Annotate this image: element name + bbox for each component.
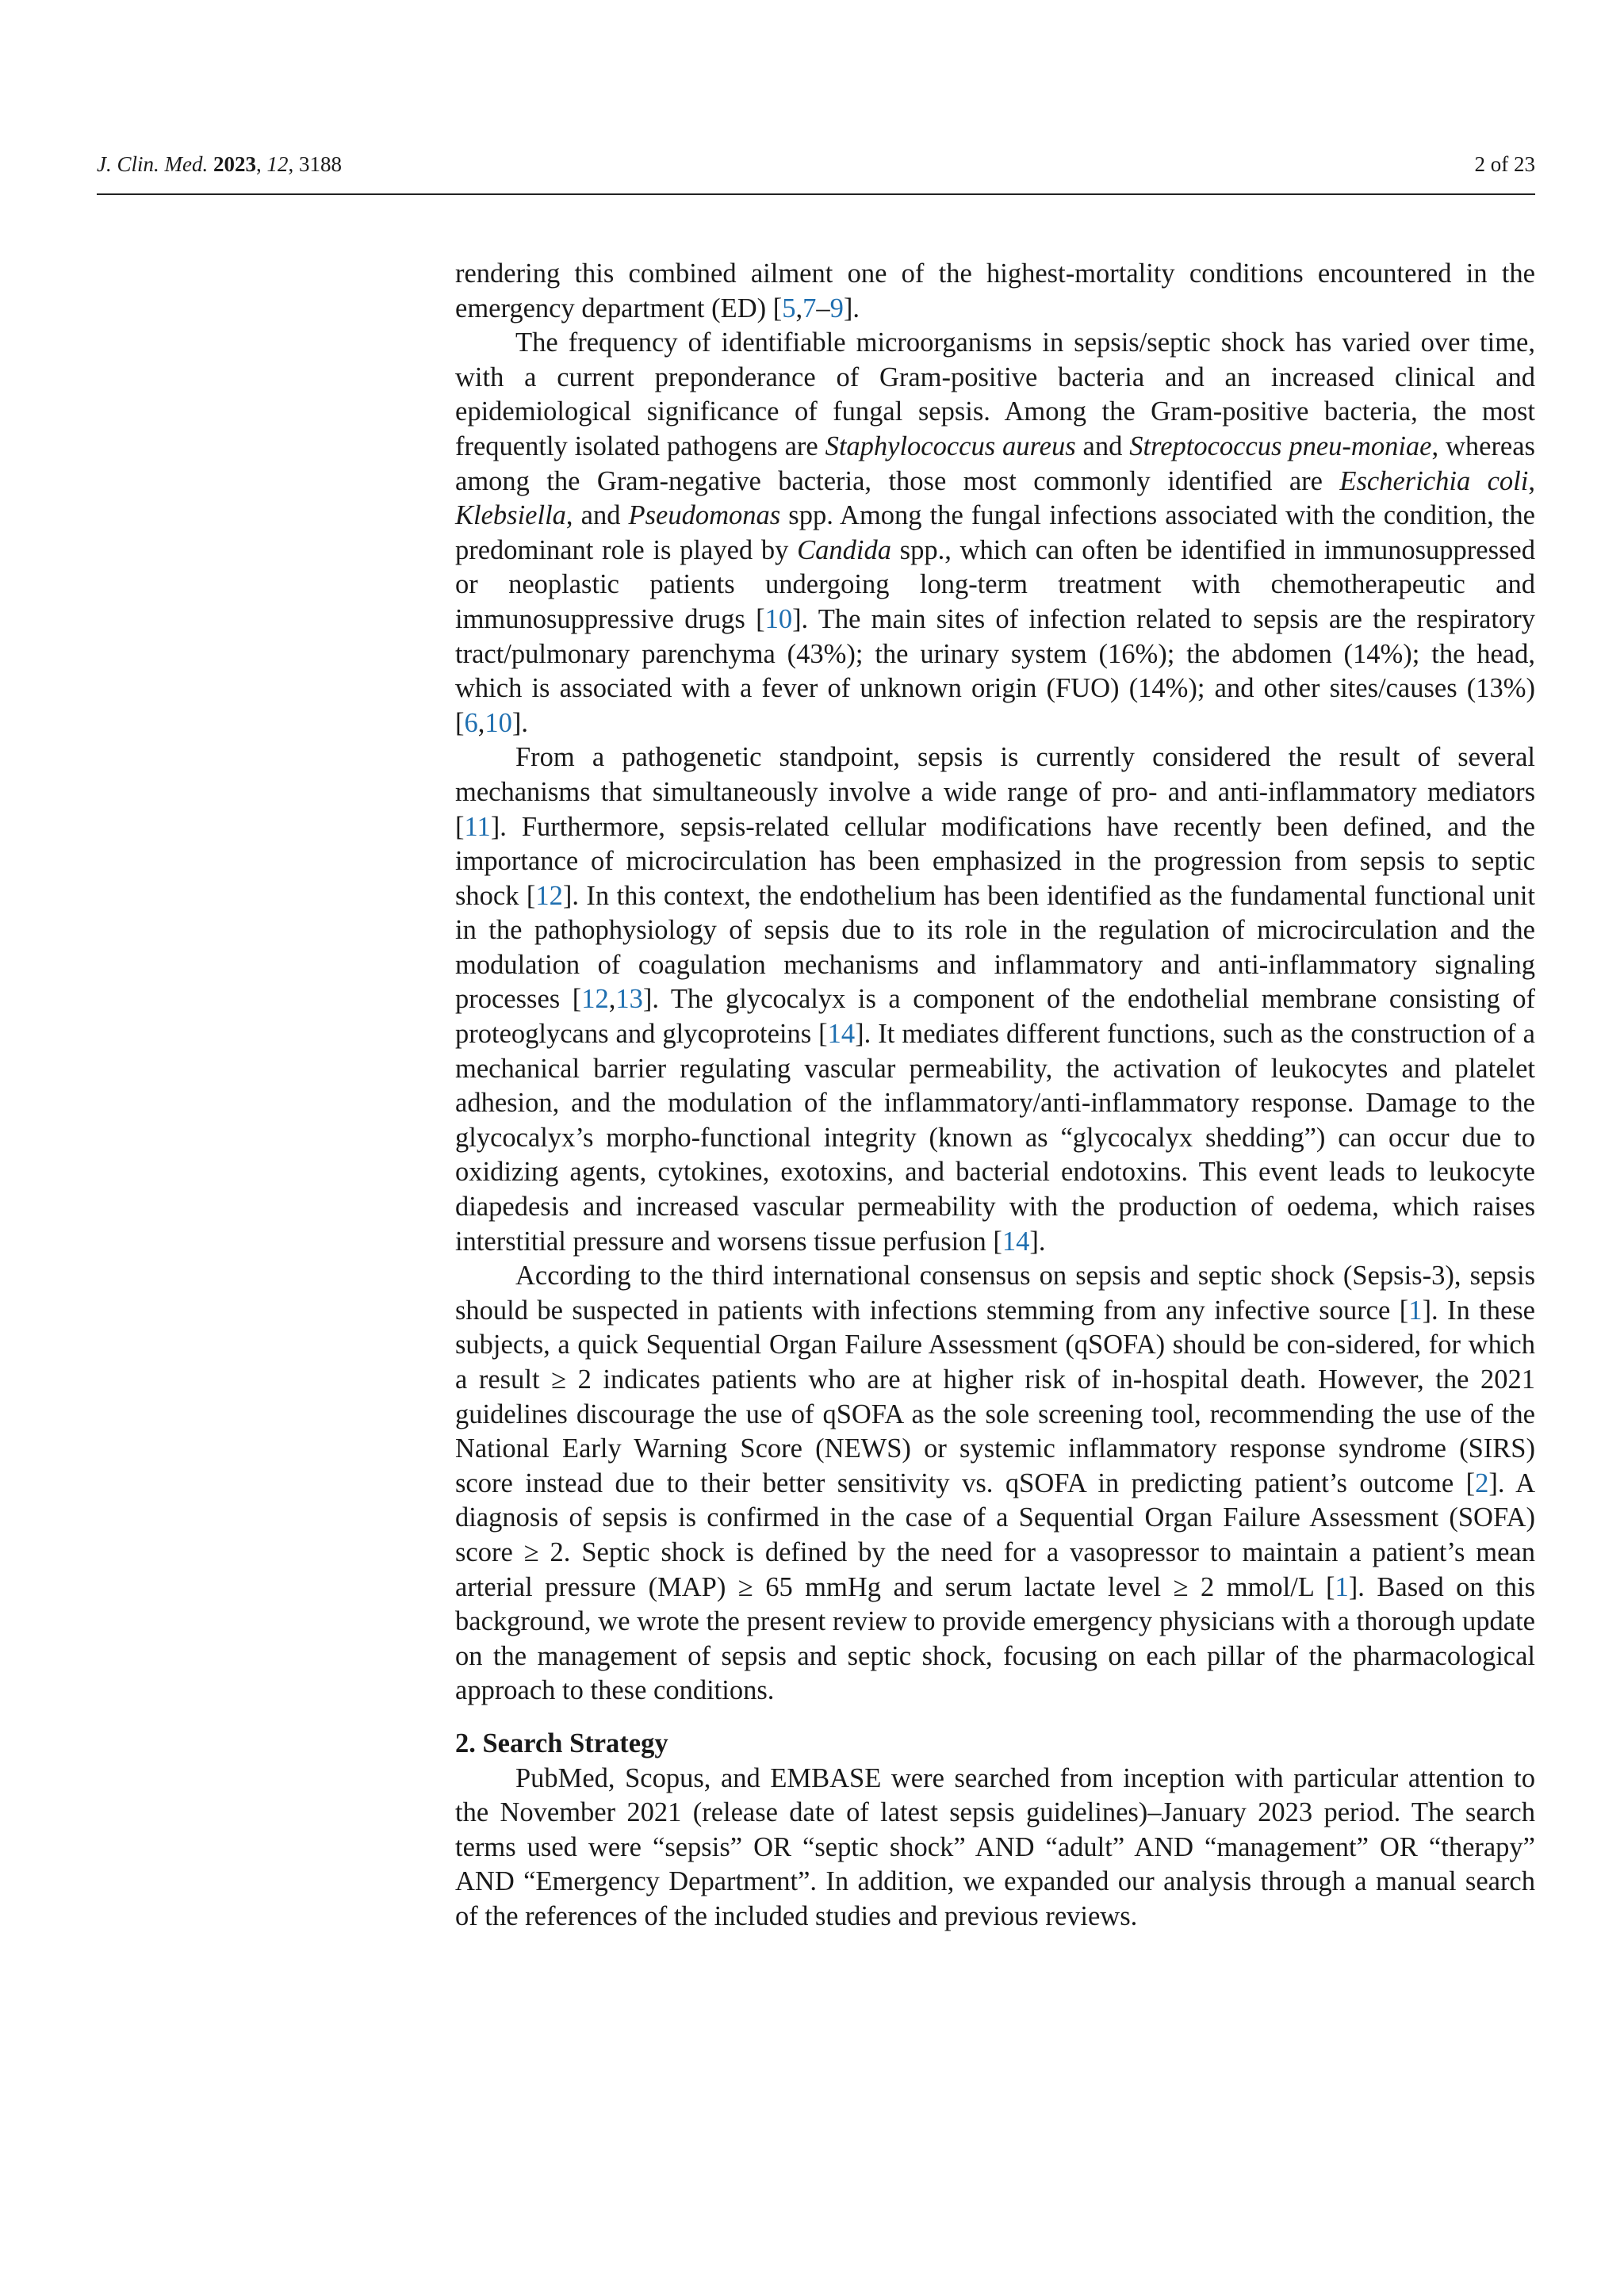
page-number: 2 of 23 [1474, 152, 1535, 176]
citation-link[interactable]: 5 [782, 293, 796, 323]
citation-link[interactable]: 11 [464, 811, 491, 842]
citation-link[interactable]: 1 [1408, 1295, 1423, 1326]
citation-link[interactable]: 12 [581, 984, 609, 1015]
citation-link[interactable]: 10 [764, 603, 793, 634]
paragraph-microorganisms: The frequency of identifiable microorganisms in sepsis/septic shock has varied over time, with a current preponderance of Gram-positive bacteria and an increased clinical and epidemiological significance of fungal sepsis. Among the Gram-positive bacteria, the most frequently isolated pathogens are Staphylococcus aureus and Streptococcus pneu-moniae, whereas among the Gram-negative bacteria, those most commonly identified are Escherichia coli, Klebsiella, and Pseudomonas spp. Among the fungal infections associated with the condition, the predominant role is played by Candida spp., which can often be identified in immunosuppressed or neoplastic patients undergoing long-term treatment with chemotherapeutic and immunosuppressive drugs [10]. The main sites of infection related to sepsis are the respiratory tract/pulmonary parenchyma (43%); the urinary system (16%); the abdomen (14%); the head, which is associated with a fever of unknown origin (FUO) (14%); and other sites/causes (13%) [6,10]. [455, 327, 1535, 738]
paragraph-sepsis-3: According to the third international consensus on sepsis and septic shock (Sepsis-3), sepsis should be suspected in patients with infections stemming from any infective source [1]. In these subjects, a quick Sequential Organ Failure Assessment (qSOFA) should be con-sidered, for which a result ≥ 2 indicates patients who are at higher risk of in-hospital death. However, the 2021 guidelines discourage the use of qSOFA as the sole screening tool, recommending the use of the National Early Warning Score (NEWS) or systemic inflammatory response syndrome (SIRS) score instead due to their better sensitivity vs. qSOFA in predicting patient’s outcome [2]. A diagnosis of sepsis is confirmed in the case of a Sequential Organ Failure Assessment (SOFA) score ≥ 2. Septic shock is defined by the need for a vasopressor to maintain a patient’s mean arterial pressure (MAP) ≥ 65 mmHg and serum lactate level ≥ 2 mmol/L [1]. Based on this background, we wrote the present review to provide emergency physicians with a thorough update on the management of sepsis and septic shock, focusing on each pillar of the pharmacological approach to these conditions. [455, 1261, 1535, 1706]
running-header [97, 147, 1535, 195]
citation-link[interactable]: 13 [615, 984, 643, 1015]
citation-link[interactable]: 14 [1002, 1226, 1030, 1257]
paragraph-pathogenesis: From a pathogenetic standpoint, sepsis is currently considered the result of several mechanisms that simultaneously involve a wide range of pro- and anti-inflammatory mediators [11]. Furthermore, sepsis-related cellular modifications have recently been defined, and the importance of microcirculation has been emphasized in the progression from sepsis to septic shock [12]. In this context, the endothelium has been identified as the fundamental functional unit in the pathophysiology of sepsis due to its role in the regulation of microcirculation and the modulation of coagulation mechanisms and inflammatory and anti-inflammatory signaling processes [12,13]. The glycocalyx is a component of the endothelial membrane consisting of proteoglycans and glycoproteins [14]. It mediates different functions, such as the construction of a mechanical barrier regulating vascular permeability, the activation of leukocytes and platelet adhesion, and the modulation of the inflammatory/anti-inflammatory response. Damage to the glycocalyx’s morpho-functional integrity (known as “glycocalyx shedding”) can occur due to oxidizing agents, cytokines, exotoxins, and bacterial endotoxins. This event leads to leukocyte diapedesis and increased vascular permeability with the production of oedema, which raises interstitial pressure and worsens tissue perfusion [14]. [455, 742, 1536, 1257]
paragraph-search-strategy: PubMed, Scopus, and EMBASE were searched from inception with particular attention to the November 2021 (release date of latest sepsis guidelines)–January 2023 period. The search terms used were “sepsis” OR “septic shock” AND “adult” AND “management” OR “therapy” AND “Emergency Department”. In addition, we expanded our analysis through a manual search of the references of the included studies and previous reviews. [455, 1762, 1535, 1931]
citation-link[interactable]: 2 [1475, 1468, 1489, 1498]
paragraph-continued: rendering this combined ailment one of the highest-mortality conditions encountered in the emergency department (ED) [5,7–9]. [455, 258, 1535, 323]
section-heading: 2. Search Strategy [455, 1728, 668, 1758]
citation-link[interactable]: 7 [802, 293, 817, 323]
citation-link[interactable]: 14 [827, 1019, 856, 1050]
citation-link[interactable]: 1 [1335, 1571, 1349, 1602]
citation-link[interactable]: 12 [535, 880, 563, 911]
citation-link[interactable]: 10 [485, 707, 512, 738]
article-body [455, 257, 1535, 1934]
citation-link[interactable]: 6 [464, 707, 478, 738]
citation-link[interactable]: 9 [829, 293, 844, 323]
journal-citation: J. Clin. Med. 2023, 12, 3188 [97, 152, 342, 176]
